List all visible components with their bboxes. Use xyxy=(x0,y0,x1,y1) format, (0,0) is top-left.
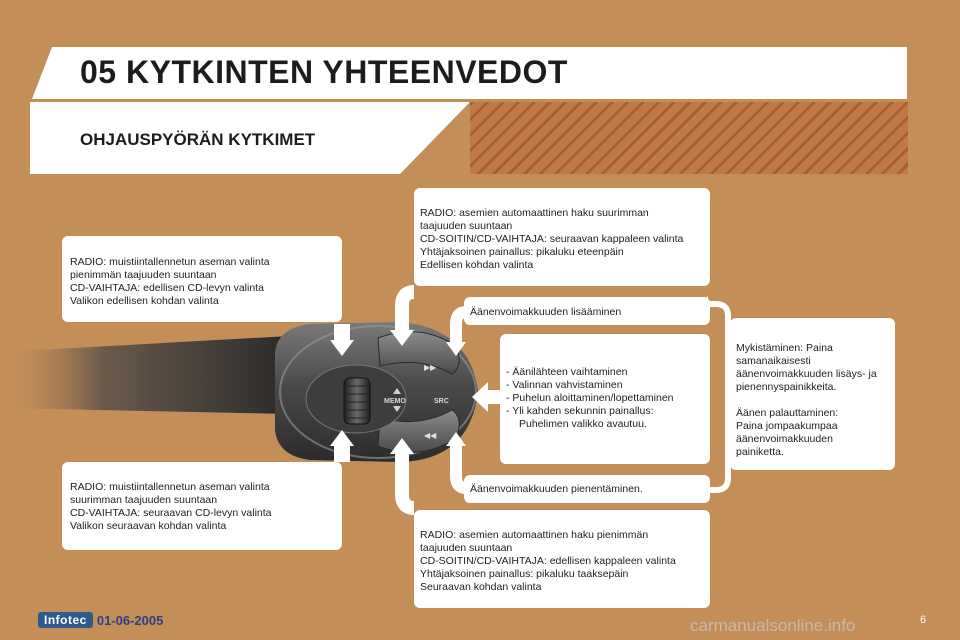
src-label: SRC xyxy=(434,398,449,405)
desc-line: - Valinnan vahvistaminen xyxy=(506,379,623,391)
page-number: 6 xyxy=(920,614,927,626)
desc-line: taajuuden suuntaan xyxy=(420,542,513,554)
desc-line: Edellisen kohdan valinta xyxy=(420,259,534,271)
thumb-wheel[interactable] xyxy=(344,378,370,424)
desc-line: Yhtäjaksoinen painallus: pikaluku eteenpäin xyxy=(420,246,624,258)
desc-line: äänenvoimakkuuden lisäys- ja xyxy=(736,368,877,380)
desc-line: - Äänilähteen vaihtaminen xyxy=(506,366,628,378)
desc-line: suurimman taajuuden suuntaan xyxy=(70,494,218,506)
desc-line: Valikon seuraavan kohdan valinta xyxy=(70,520,227,532)
desc-memo-down xyxy=(62,236,342,322)
desc-line: CD-SOITIN/CD-VAIHTAJA: seuraavan kappaleen valinta xyxy=(420,233,684,245)
desc-line: pienimmän taajuuden suuntaan xyxy=(70,269,217,281)
desc-line: RADIO: muistiintallennetun aseman valinta xyxy=(70,256,270,268)
desc-volume-up xyxy=(464,297,710,325)
desc-memo-up xyxy=(62,462,342,550)
desc-volume-down xyxy=(464,475,710,503)
desc-line: Paina jompaakumpaa xyxy=(736,420,838,432)
desc-line: Äänen palauttaminen: xyxy=(736,407,839,419)
print-date: 01-06-2005 xyxy=(96,612,164,628)
desc-line: Äänenvoimakkuuden pienentäminen. xyxy=(470,483,643,495)
desc-line: Äänenvoimakkuuden lisääminen xyxy=(470,306,622,318)
desc-line: RADIO: muistiintallennetun aseman valinta xyxy=(70,481,270,493)
desc-line: Mykistäminen: Paina xyxy=(736,342,833,354)
desc-line: - Yli kahden sekunnin painallus: xyxy=(506,405,654,417)
desc-line: äänenvoimakkuuden xyxy=(736,433,833,445)
desc-line: RADIO: asemien automaattinen haku pienimmän xyxy=(420,529,649,541)
desc-seek-down xyxy=(414,510,710,608)
desc-source xyxy=(500,334,710,464)
page-title: 05 KYTKINTEN YHTEENVEDOT xyxy=(80,54,568,90)
desc-mute xyxy=(730,318,895,470)
desc-line: Seuraavan kohdan valinta xyxy=(420,581,542,593)
desc-line: samanaikaisesti xyxy=(736,355,811,367)
infotec-logo: Infotec xyxy=(38,612,93,628)
memo-label: MEMO xyxy=(384,398,406,405)
desc-line: pienennyspainikkeita. xyxy=(736,381,837,393)
prev-icon: ◀◀ xyxy=(424,431,437,440)
desc-line: Yhtäjaksoinen painallus: pikaluku taaksepäin xyxy=(420,568,629,580)
desc-gap xyxy=(736,394,889,407)
section-subtitle: OHJAUSPYÖRÄN KYTKIMET xyxy=(80,130,316,149)
desc-line: CD-VAIHTAJA: seuraavan CD-levyn valinta xyxy=(70,507,272,519)
desc-line: CD-VAIHTAJA: edellisen CD-levyn valinta xyxy=(70,282,264,294)
stalk-shaft xyxy=(0,336,290,414)
desc-line: RADIO: asemien automaattinen haku suurimman xyxy=(420,207,649,219)
footer xyxy=(38,612,163,628)
desc-seek-up xyxy=(414,188,710,286)
desc-line: Puhelimen valikko avautuu. xyxy=(519,418,647,430)
desc-line: painiketta. xyxy=(736,446,784,458)
desc-line: Valikon edellisen kohdan valinta xyxy=(70,295,219,307)
watermark: carmanualsonline.info xyxy=(690,616,856,635)
desc-line: - Puhelun aloittaminen/lopettaminen xyxy=(506,392,674,404)
desc-line: taajuuden suuntaan xyxy=(420,220,513,232)
desc-line: CD-SOITIN/CD-VAIHTAJA: edellisen kappaleen valinta xyxy=(420,555,676,567)
next-icon: ▶▶ xyxy=(424,363,437,372)
